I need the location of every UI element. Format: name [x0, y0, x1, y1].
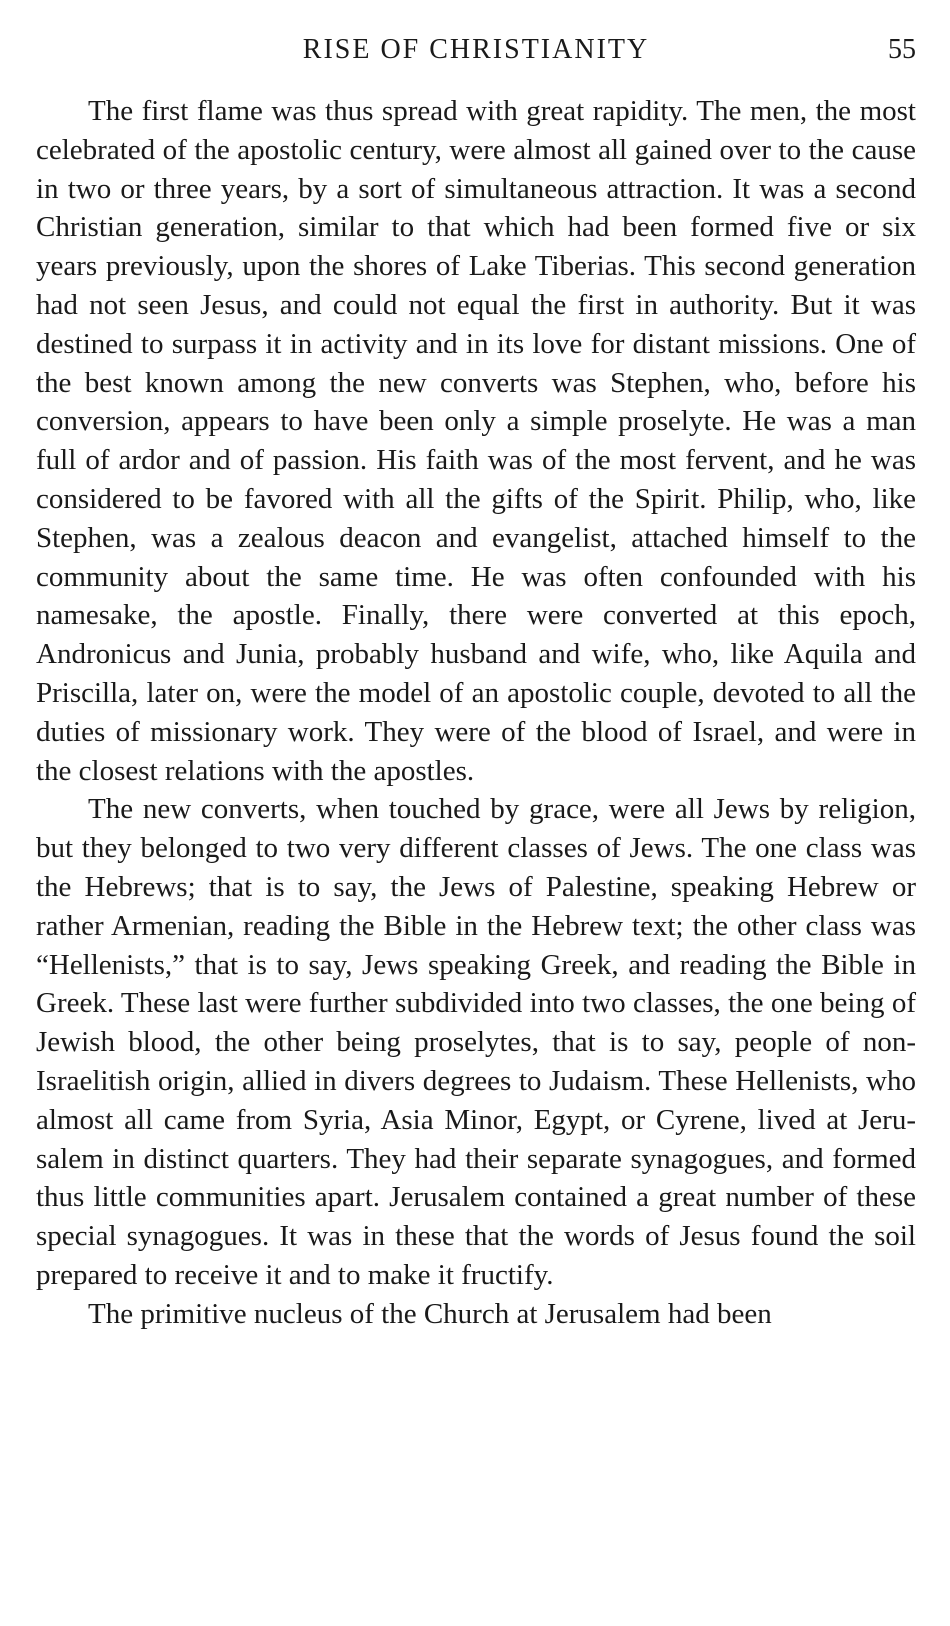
paragraph-3: The primitive nucleus of the Church at Jerusalem had been — [88, 1297, 772, 1330]
running-title: RISE OF CHRISTIANITY — [302, 34, 650, 65]
paragraph-2: The new converts, when touched by grace, were all Jews by religion, but they belonged to two very different classes of Jews. The one class was the Hebrews; that is to say, the Jews of Palestine, speaking Hebrew or rather Armenian, reading the Bible in the Hebrew text; the other class was “Hellenists,” that is to say, Jews speaking Greek, and reading the Bible in Greek. These last were further subdivided into two classes, the one being of Jewish blood, the other being proselytes, that is to say, people of non-Israelitish origin, allied in divers degrees to Judaism. These Hellenists, who almost all came from Syria, Asia Minor, Egypt, or Cyrene, lived at Jerusalem in distinct quarters. They had their separate synagogues, and formed thus little communities apart. Jerusalem contained a great number of these special synagogues. It was in these that the words of Jesus found the soil prepared to receive it and to make it fructify. — [36, 793, 916, 1291]
page-number: 55 — [888, 34, 916, 65]
body-text — [36, 92, 916, 1334]
paragraph-1: The first flame was thus spread with great rapidity. The men, the most celebrated of the apostolic century, were almost all gained over to the cause in two or three years, by a sort of simultaneous attraction. It was a second Christian generation, similar to that which had been formed five or six years previously, upon the shores of Lake Tiberias. This second generation had not seen Jesus, and could not equal the first in authority. But it was destined to surpass it in activity and in its love for distant missions. One of the best known among the new converts was Stephen, who, before his conversion, appears to have been only a simple proselyte. He was a man full of ardor and of passion. His faith was of the most fervent, and he was considered to be favored with all the gifts of the Spirit. Philip, who, like Stephen, was a zealous deacon and evangelist, attached himself to the community about the same time. He was often confounded with his namesake, the apostle. Finally, there were converted at this epoch, Andronicus and Junia, probably husband and wife, who, like Aquila and Priscilla, later on, were the model of an apostolic couple, devoted to all the duties of missionary work. They were of the blood of Israel, and were in the closest relations with the apostles. — [36, 95, 916, 787]
page-header — [36, 30, 916, 70]
